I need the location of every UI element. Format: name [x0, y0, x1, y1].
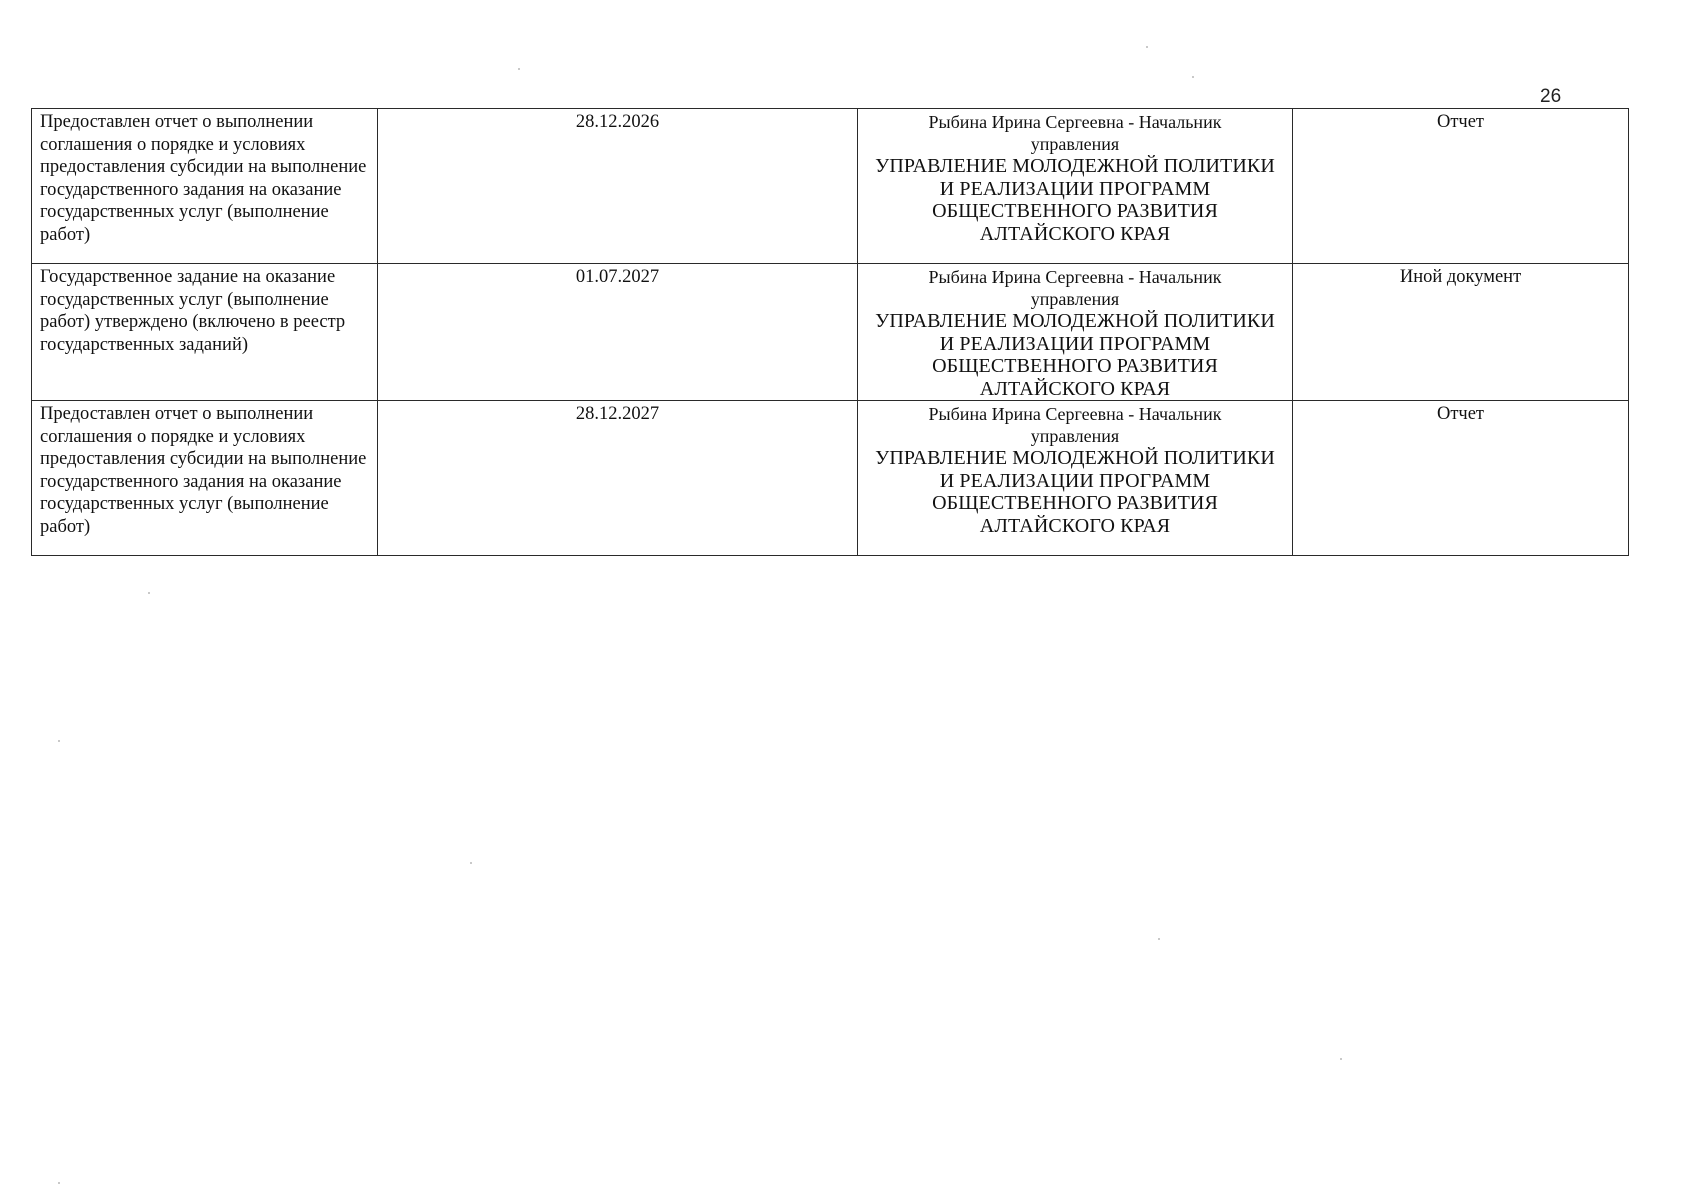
row-description: Предоставлен отчет о выполнении соглашения о порядке и условиях предоставления субсидии на выполнение государственного задания на оказание государственных услуг (выполнение работ) — [32, 401, 378, 556]
row-document-type: Иной документ — [1293, 264, 1629, 401]
responsible-position: управления — [1030, 134, 1120, 154]
row-date: 28.12.2027 — [378, 401, 858, 556]
table-row — [32, 109, 1629, 264]
scan-speck — [1192, 76, 1194, 78]
row-date: 28.12.2026 — [378, 109, 858, 264]
table-row — [32, 264, 1629, 401]
responsible-organization: УПРАВЛЕНИЕ МОЛОДЕЖНОЙ ПОЛИТИКИ И РЕАЛИЗАЦИИ ПРОГРАММ ОБЩЕСТВЕННОГО РАЗВИТИЯ АЛТАЙСКОГО КРАЯ — [875, 155, 1275, 245]
row-responsible — [858, 109, 1293, 264]
responsible-organization: УПРАВЛЕНИЕ МОЛОДЕЖНОЙ ПОЛИТИКИ И РЕАЛИЗАЦИИ ПРОГРАММ ОБЩЕСТВЕННОГО РАЗВИТИЯ АЛТАЙСКОГО КРАЯ — [875, 310, 1275, 400]
responsible-organization: УПРАВЛЕНИЕ МОЛОДЕЖНОЙ ПОЛИТИКИ И РЕАЛИЗАЦИИ ПРОГРАММ ОБЩЕСТВЕННОГО РАЗВИТИЯ АЛТАЙСКОГО КРАЯ — [875, 447, 1275, 537]
scan-speck — [518, 68, 520, 70]
scan-speck — [1158, 938, 1160, 940]
responsible-name: Рыбина Ирина Сергеевна - Начальник — [928, 404, 1222, 424]
control-points-table — [31, 108, 1629, 556]
row-responsible — [858, 401, 1293, 556]
row-document-type: Отчет — [1293, 401, 1629, 556]
scan-speck — [1146, 46, 1148, 48]
scan-speck — [1340, 1058, 1342, 1060]
scan-speck — [58, 1182, 60, 1184]
row-responsible — [858, 264, 1293, 401]
row-description: Предоставлен отчет о выполнении соглашения о порядке и условиях предоставления субсидии на выполнение государственного задания на оказание государственных услуг (выполнение работ) — [32, 109, 378, 264]
responsible-name: Рыбина Ирина Сергеевна - Начальник — [928, 267, 1222, 287]
responsible-name: Рыбина Ирина Сергеевна - Начальник — [928, 112, 1222, 132]
row-description: Государственное задание на оказание государственных услуг (выполнение работ) утверждено (включено в реестр государственных заданий) — [32, 264, 378, 401]
scan-speck — [58, 740, 60, 742]
scan-speck — [148, 592, 150, 594]
row-date: 01.07.2027 — [378, 264, 858, 401]
responsible-position: управления — [1030, 426, 1120, 446]
scan-speck — [470, 862, 472, 864]
table-row — [32, 401, 1629, 556]
page-number: 26 — [1540, 86, 1562, 107]
row-document-type: Отчет — [1293, 109, 1629, 264]
responsible-position: управления — [1030, 289, 1120, 309]
